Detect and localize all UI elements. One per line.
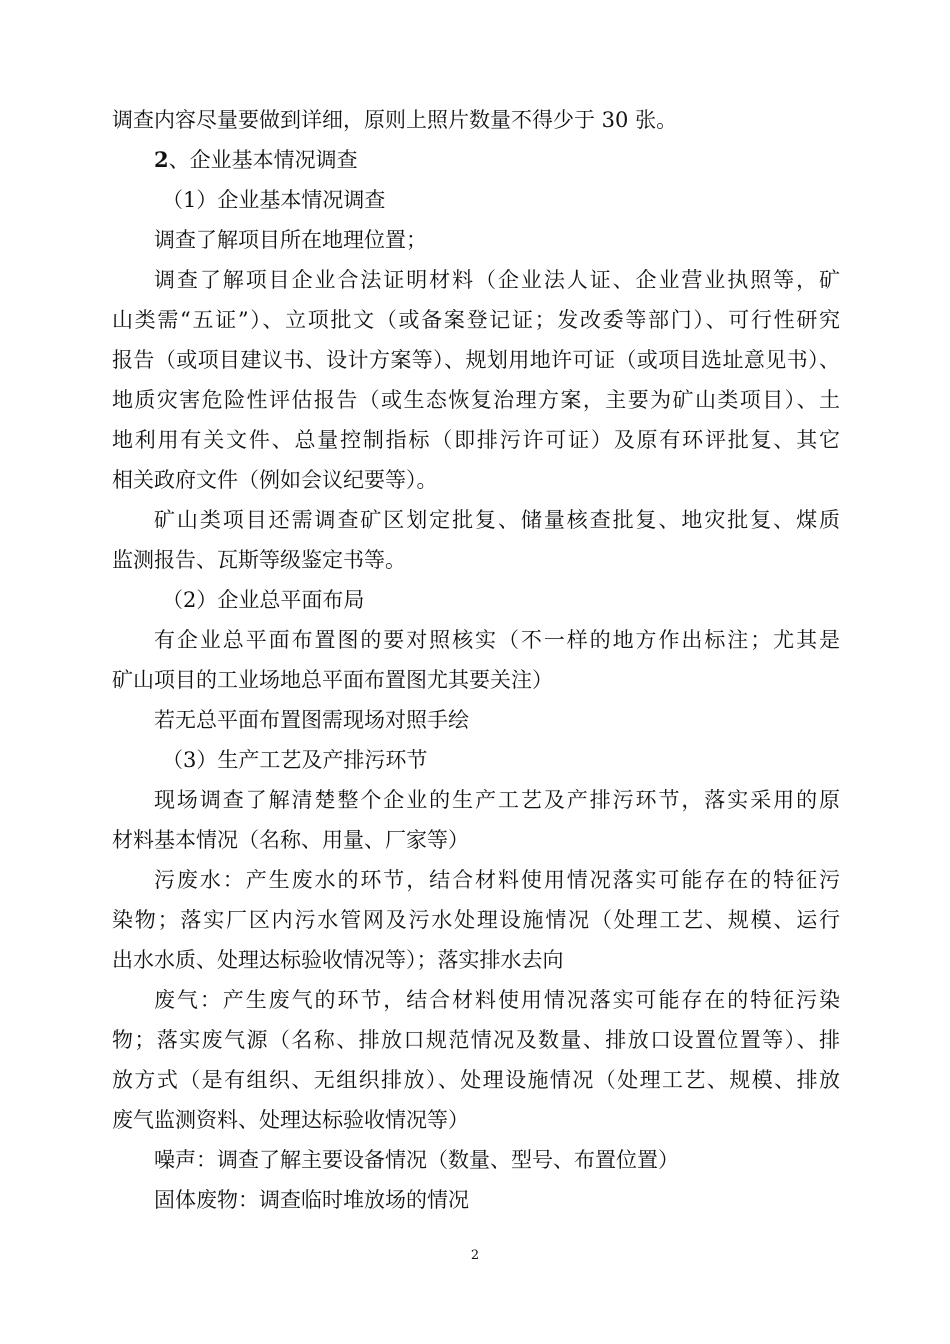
- body-line-15: 矿山项目的工业场地总平面布置图尤其要关注）: [112, 668, 553, 692]
- page-number: 2: [470, 1248, 480, 1263]
- body-line-8: 地质灾害危险性评估报告（或生态恢复治理方案，主要为矿山类项目）、土: [112, 388, 840, 412]
- subsection-heading-1: （1）企业基本情况调查: [162, 188, 386, 212]
- body-line-11: 矿山类项目还需调查矿区划定批复、储量核查批复、地灾批复、煤质: [154, 508, 840, 532]
- body-line-1: 调查内容尽量要做到详细，原则上照片数量不得少于 30 张。: [112, 108, 678, 132]
- body-line-6: 山类需“五证”）、立项批文（或备案登记证；发改委等部门）、可行性研究: [112, 308, 840, 332]
- body-line-18: 现场调查了解清楚整个企业的生产工艺及产排污环节，落实采用的原: [154, 788, 840, 812]
- body-line-19: 材料基本情况（名称、用量、厂家等）: [112, 828, 469, 852]
- body-line-23: 废气：产生废气的环节，结合材料使用情况落实可能存在的特征污染: [154, 988, 840, 1012]
- document-body: [112, 100, 840, 1220]
- section-title: 、企业基本情况调查: [168, 148, 358, 172]
- body-line-14: 有企业总平面布置图的要对照核实（不一样的地方作出标注；尤其是: [154, 628, 840, 652]
- body-line-9: 地利用有关文件、总量控制指标（即排污许可证）及原有环评批复、其它: [112, 428, 840, 452]
- body-line-27: 噪声：调查了解主要设备情况（数量、型号、布置位置）: [154, 1148, 679, 1172]
- subsection-heading-3: （3）生产工艺及产排污环节: [162, 748, 428, 772]
- body-line-25: 放方式（是有组织、无组织排放）、处理设施情况（处理工艺、规模、排放: [112, 1068, 840, 1092]
- subsection-heading-2: （2）企业总平面布局: [162, 588, 365, 612]
- body-line-24: 物；落实废气源（名称、排放口规范情况及数量、排放口设置位置等）、排: [112, 1028, 840, 1052]
- body-line-12: 监测报告、瓦斯等级鉴定书等。: [112, 548, 406, 572]
- body-line-21: 染物；落实厂区内污水管网及污水处理设施情况（处理工艺、规模、运行: [112, 908, 840, 932]
- body-line-4: 调查了解项目所在地理位置；: [154, 228, 427, 252]
- body-line-28: 固体废物：调查临时堆放场的情况: [154, 1188, 469, 1212]
- section-heading-2: [112, 140, 840, 180]
- body-line-5: 调查了解项目企业合法证明材料（企业法人证、企业营业执照等，矿: [154, 268, 840, 292]
- body-line-26: 废气监测资料、处理达标验收情况等）: [112, 1108, 469, 1132]
- section-number: 2: [154, 147, 169, 172]
- body-line-10: 相关政府文件（例如会议纪要等）。: [112, 468, 438, 492]
- body-line-7: 报告（或项目建议书、设计方案等）、规划用地许可证（或项目选址意见书）、: [112, 348, 840, 372]
- body-line-20: 污废水：产生废水的环节，结合材料使用情况落实可能存在的特征污: [154, 868, 840, 892]
- body-line-22: 出水水质、处理达标验收情况等）；落实排水去向: [112, 948, 564, 972]
- body-line-16: 若无总平面布置图需现场对照手绘: [154, 708, 469, 732]
